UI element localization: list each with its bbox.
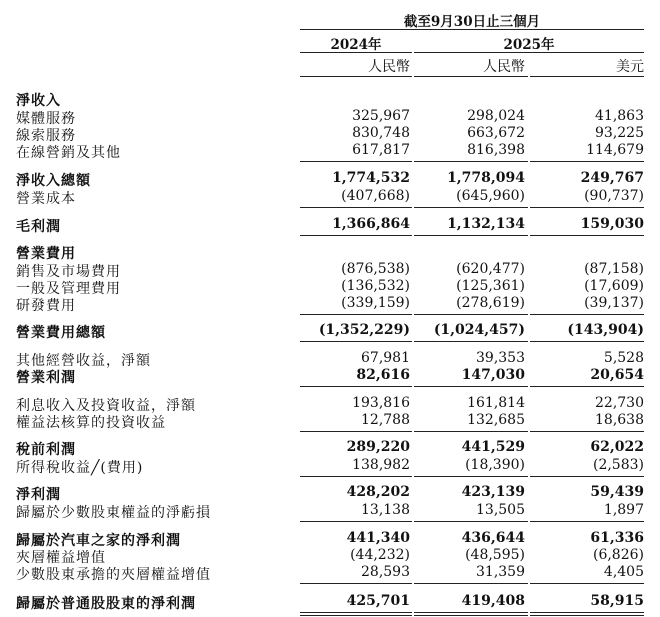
subtotal-rule — [300, 314, 412, 315]
row-label: 夾層權益增值 — [16, 550, 106, 566]
subtotal-rule — [530, 314, 644, 315]
row-label: 其他經營收益，淨額 — [16, 353, 151, 369]
value-2024-rmb: 441,340 — [346, 530, 410, 546]
subtotal-rule — [530, 583, 644, 584]
value-2025-usd: 159,030 — [580, 216, 644, 232]
subtotal-rule — [414, 386, 528, 387]
period-header: 截至9月30日止三個月 — [403, 14, 541, 30]
table-row — [0, 564, 660, 582]
table-row — [0, 322, 660, 340]
value-2024-rmb: 428,202 — [346, 484, 410, 500]
table-row — [0, 90, 660, 108]
table-row — [0, 125, 660, 143]
value-2025-usd: 93,225 — [595, 125, 644, 141]
row-label: 營業費用 — [16, 246, 76, 262]
subtotal-rule — [300, 476, 412, 477]
subtotal-rule — [300, 583, 412, 584]
currency-2024-rule — [300, 76, 412, 77]
value-2025-usd: 62,022 — [590, 439, 644, 455]
table-row — [0, 295, 660, 313]
table-row — [0, 367, 660, 385]
currency-2025-header: 人民幣 — [483, 59, 525, 75]
value-2025-rmb: 13,505 — [476, 502, 525, 518]
row-label: 稅前利潤 — [16, 442, 76, 458]
row-label: 所得稅收益╱(費用) — [16, 460, 144, 476]
table-row — [0, 108, 660, 126]
row-label: 一般及管理費用 — [16, 281, 121, 297]
value-2025-rmb: 298,024 — [467, 108, 525, 124]
subtotal-rule — [530, 476, 644, 477]
value-2025-rmb: 161,814 — [467, 395, 525, 411]
value-2024-rmb: 617,817 — [352, 142, 410, 158]
table-row — [0, 261, 660, 279]
value-2025-rmb: (278,619) — [456, 295, 525, 311]
value-2025-rmb: (645,960) — [456, 188, 525, 204]
table-row — [0, 484, 660, 502]
value-2024-rmb: 138,982 — [352, 457, 410, 473]
table-row — [0, 412, 660, 430]
value-2025-usd: (143,904) — [567, 322, 644, 338]
row-label: 淨收入 — [16, 93, 61, 109]
subtotal-rule — [414, 207, 528, 208]
table-row — [0, 502, 660, 520]
currency-2025-rule — [414, 76, 528, 77]
value-2025-rmb: 1,778,094 — [447, 170, 525, 186]
value-2025-usd: 1,897 — [603, 502, 644, 518]
value-2025-rmb: (125,361) — [456, 278, 525, 294]
table-row — [0, 188, 660, 206]
value-2025-usd: 58,915 — [590, 593, 644, 609]
subtotal-rule — [530, 431, 644, 432]
row-label: 利息收入及投資收益，淨額 — [16, 398, 196, 414]
value-2025-rmb: 132,685 — [467, 412, 525, 428]
value-2025-rmb: 816,398 — [467, 142, 525, 158]
table-row — [0, 243, 660, 261]
subtotal-rule — [530, 386, 644, 387]
table-row — [0, 170, 660, 188]
row-label: 營業費用總額 — [16, 325, 106, 341]
value-2025-usd: 5,528 — [603, 350, 644, 366]
value-2025-usd: 22,730 — [595, 395, 644, 411]
value-2025-rmb: 31,359 — [476, 564, 525, 580]
subtotal-rule — [530, 341, 644, 342]
currency-2024-header: 人民幣 — [368, 59, 410, 75]
value-2025-rmb: 419,408 — [461, 593, 525, 609]
value-2024-rmb: (407,668) — [341, 188, 410, 204]
value-2024-rmb: 325,967 — [352, 108, 410, 124]
period-rule — [300, 29, 644, 30]
value-2025-usd: (6,826) — [592, 547, 644, 563]
subtotal-rule — [530, 612, 644, 613]
row-label: 在線營銷及其他 — [16, 145, 121, 161]
subtotal-rule — [300, 431, 412, 432]
value-2025-usd: 61,336 — [590, 530, 644, 546]
table-row — [0, 395, 660, 413]
subtotal-rule — [414, 431, 528, 432]
value-2024-rmb: 13,138 — [361, 502, 410, 518]
year-2025-header: 2025年 — [503, 37, 555, 53]
subtotal-rule — [414, 314, 528, 315]
subtotal-rule — [414, 612, 528, 613]
row-label: 歸屬於普通股股東的淨利潤 — [16, 596, 196, 612]
value-2025-rmb: (18,390) — [465, 457, 525, 473]
row-label: 媒體服務 — [16, 111, 76, 127]
subtotal-rule — [530, 615, 644, 616]
row-label: 毛利潤 — [16, 219, 61, 235]
value-2025-usd: 41,863 — [595, 108, 644, 124]
table-row — [0, 530, 660, 548]
subtotal-rule — [300, 386, 412, 387]
value-2024-rmb: 1,366,864 — [332, 216, 410, 232]
subtotal-rule — [300, 235, 412, 236]
value-2025-rmb: (1,024,457) — [433, 322, 525, 338]
row-label: 營業利潤 — [16, 370, 76, 386]
value-2024-rmb: (1,352,229) — [318, 322, 410, 338]
subtotal-rule — [414, 521, 528, 522]
subtotal-rule — [414, 161, 528, 162]
year-2024-header: 2024年 — [330, 37, 382, 53]
subtotal-rule — [414, 476, 528, 477]
value-2025-rmb: 436,644 — [461, 530, 525, 546]
table-row — [0, 439, 660, 457]
value-2025-usd: (87,158) — [584, 261, 644, 277]
value-2025-rmb: 441,529 — [461, 439, 525, 455]
currency-usd-header: 美元 — [616, 59, 644, 75]
subtotal-rule — [530, 235, 644, 236]
value-2024-rmb: 28,593 — [361, 564, 410, 580]
value-2024-rmb: 425,701 — [346, 593, 410, 609]
value-2025-usd: 18,638 — [595, 412, 644, 428]
subtotal-rule — [530, 521, 644, 522]
subtotal-rule — [300, 161, 412, 162]
table-row — [0, 593, 660, 611]
value-2024-rmb: (876,538) — [341, 261, 410, 277]
value-2025-usd: 4,405 — [603, 564, 644, 580]
value-2025-usd: (17,609) — [584, 278, 644, 294]
value-2025-usd: 114,679 — [586, 142, 644, 158]
subtotal-rule — [414, 235, 528, 236]
subtotal-rule — [300, 521, 412, 522]
subtotal-rule — [530, 207, 644, 208]
value-2024-rmb: (136,532) — [341, 278, 410, 294]
value-2024-rmb: 12,788 — [361, 412, 410, 428]
subtotal-rule — [300, 612, 412, 613]
value-2025-rmb: 39,353 — [476, 350, 525, 366]
subtotal-rule — [300, 341, 412, 342]
value-2025-usd: 249,767 — [580, 170, 644, 186]
value-2025-usd: (2,583) — [592, 457, 644, 473]
value-2024-rmb: 830,748 — [352, 125, 410, 141]
row-label: 銷售及市場費用 — [16, 264, 121, 280]
value-2025-rmb: 1,132,134 — [447, 216, 525, 232]
value-2024-rmb: 1,774,532 — [332, 170, 410, 186]
row-label: 權益法核算的投資收益 — [16, 415, 166, 431]
value-2025-rmb: 147,030 — [461, 367, 525, 383]
table-row — [0, 547, 660, 565]
table-row — [0, 142, 660, 160]
value-2025-rmb: 663,672 — [467, 125, 525, 141]
subtotal-rule — [300, 615, 412, 616]
value-2024-rmb: 67,981 — [361, 350, 410, 366]
value-2025-usd: 59,439 — [590, 484, 644, 500]
subtotal-rule — [414, 583, 528, 584]
subtotal-rule — [300, 207, 412, 208]
subtotal-rule — [530, 161, 644, 162]
value-2025-rmb: (48,595) — [465, 547, 525, 563]
value-2025-rmb: (620,477) — [456, 261, 525, 277]
table-row — [0, 278, 660, 296]
value-2025-usd: (39,137) — [584, 295, 644, 311]
value-2024-rmb: (339,159) — [341, 295, 410, 311]
table-row — [0, 457, 660, 475]
table-row — [0, 350, 660, 368]
row-label: 營業成本 — [16, 191, 76, 207]
row-label: 線索服務 — [16, 128, 76, 144]
value-2024-rmb: (44,232) — [350, 547, 410, 563]
value-2024-rmb: 82,616 — [356, 367, 410, 383]
value-2024-rmb: 193,816 — [352, 395, 410, 411]
subtotal-rule — [414, 615, 528, 616]
row-label: 歸屬於少數股東權益的淨虧損 — [16, 505, 211, 521]
row-label: 少數股東承擔的夾層權益增值 — [16, 567, 211, 583]
value-2025-usd: 20,654 — [590, 367, 644, 383]
table-row — [0, 216, 660, 234]
row-label: 歸屬於汽車之家的淨利潤 — [16, 533, 181, 549]
value-2025-rmb: 423,139 — [461, 484, 525, 500]
year-2025-rule — [414, 52, 644, 53]
row-label: 研發費用 — [16, 298, 76, 314]
value-2025-usd: (90,737) — [584, 188, 644, 204]
row-label: 淨利潤 — [16, 487, 61, 503]
row-label: 淨收入總額 — [16, 173, 91, 189]
value-2024-rmb: 289,220 — [346, 439, 410, 455]
subtotal-rule — [414, 341, 528, 342]
year-2024-rule — [300, 52, 412, 53]
currency-usd-rule — [530, 76, 644, 77]
